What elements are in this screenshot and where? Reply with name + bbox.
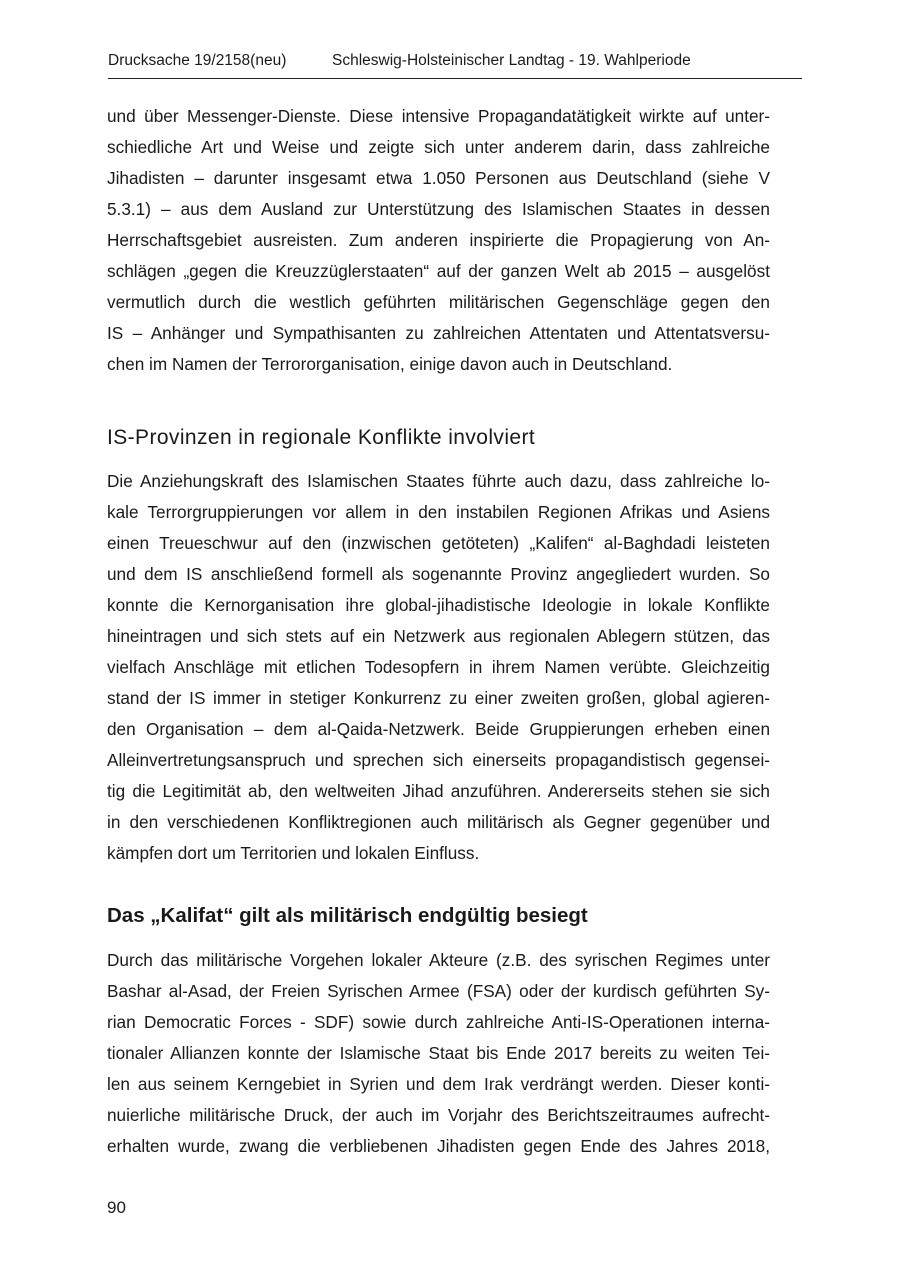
text-line: nuierliche militärische Druck, der auch im Vorjahr des Berichtszeitraumes aufrecht-	[107, 1105, 770, 1125]
text-line: in den verschiedenen Konfliktregionen auch militärisch als Gegner gegenüber und	[107, 812, 770, 832]
text-line: vermutlich durch die westlich geführten militärischen Gegenschläge gegen den	[107, 292, 770, 312]
text-line: Bashar al-Asad, der Freien Syrischen Armee (FSA) oder der kurdisch geführten Sy-	[107, 981, 770, 1001]
text-line: kämpfen dort um Territorien und lokalen Einfluss.	[107, 843, 480, 863]
text-line: Die Anziehungskraft des Islamischen Staates führte auch dazu, dass zahlreiche lo-	[107, 471, 770, 491]
parliament-title: Schleswig-Holsteinischer Landtag - 19. Wahlperiode	[332, 52, 691, 69]
text-line: den Organisation – dem al-Qaida-Netzwerk. Beide Gruppierungen erheben einen	[107, 719, 770, 739]
text-line: kale Terrorgruppierungen vor allem in den instabilen Regionen Afrikas und Asiens	[107, 502, 770, 522]
text-line: Jihadisten – darunter insgesamt etwa 1.050 Personen aus Deutschland (siehe V	[107, 168, 770, 188]
document-reference: Drucksache 19/2158(neu)	[108, 52, 287, 69]
text-line: IS – Anhänger und Sympathisanten zu zahlreichen Attentaten und Attentatsversu-	[107, 323, 770, 343]
text-line: rian Democratic Forces - SDF) sowie durch zahlreiche Anti-IS-Operationen interna-	[107, 1012, 770, 1032]
text-line: tionaler Allianzen konnte der Islamische Staat bis Ende 2017 bereits zu weiten Tei-	[107, 1043, 770, 1063]
page-header	[108, 52, 802, 79]
text-line: tig die Legitimität ab, den weltweiten Jihad anzuführen. Andererseits stehen sie sich	[107, 781, 770, 801]
text-line: Herrschaftsgebiet ausreisten. Zum anderen inspirierte die Propagierung von An-	[107, 230, 770, 250]
text-line: Durch das militärische Vorgehen lokaler Akteure (z.B. des syrischen Regimes unter	[107, 950, 770, 970]
paragraph-2	[107, 466, 770, 869]
text-line: konnte die Kernorganisation ihre global-jihadistische Ideologie in lokale Konflikte	[107, 595, 770, 615]
text-line: vielfach Anschläge mit etlichen Todesopfern in ihrem Namen verübte. Gleichzeitig	[107, 657, 770, 677]
section-heading-caliphate: Das „Kalifat“ gilt als militärisch endgültig besiegt	[107, 904, 588, 927]
text-line: schlägen „gegen die Kreuzzüglerstaaten“ auf der ganzen Welt ab 2015 – ausgelöst	[107, 261, 770, 281]
text-line: und dem IS anschließend formell als sogenannte Provinz angegliedert wurden. So	[107, 564, 770, 584]
text-line: chen im Namen der Terrororganisation, einige davon auch in Deutschland.	[107, 354, 673, 374]
text-line: erhalten wurde, zwang die verbliebenen Jihadisten gegen Ende des Jahres 2018,	[107, 1136, 770, 1156]
paragraph-1	[107, 101, 770, 380]
section-heading-is-provinces: IS-Provinzen in regionale Konflikte involviert	[107, 426, 536, 449]
text-line: einen Treueschwur auf den (inzwischen getöteten) „Kalifen“ al-Baghdadi leisteten	[107, 533, 770, 553]
paragraph-3	[107, 945, 770, 1162]
text-line: len aus seinem Kerngebiet in Syrien und dem Irak verdrängt werden. Dieser konti-	[107, 1074, 770, 1094]
text-line: hineintragen und sich stets auf ein Netzwerk aus regionalen Ablegern stützen, das	[107, 626, 770, 646]
text-line: und über Messenger-Dienste. Diese intensive Propagandatätigkeit wirkte auf unter-	[107, 106, 770, 126]
text-line: stand der IS immer in stetiger Konkurrenz zu einer zweiten großen, global agieren-	[107, 688, 770, 708]
text-line: schiedliche Art und Weise und zeigte sich unter anderem darin, dass zahlreiche	[107, 137, 770, 157]
text-line: 5.3.1) – aus dem Ausland zur Unterstützung des Islamischen Staates in dessen	[107, 199, 770, 219]
page-number: 90	[107, 1198, 126, 1217]
text-line: Alleinvertretungsanspruch und sprechen sich einerseits propagandistisch gegensei-	[107, 750, 770, 770]
